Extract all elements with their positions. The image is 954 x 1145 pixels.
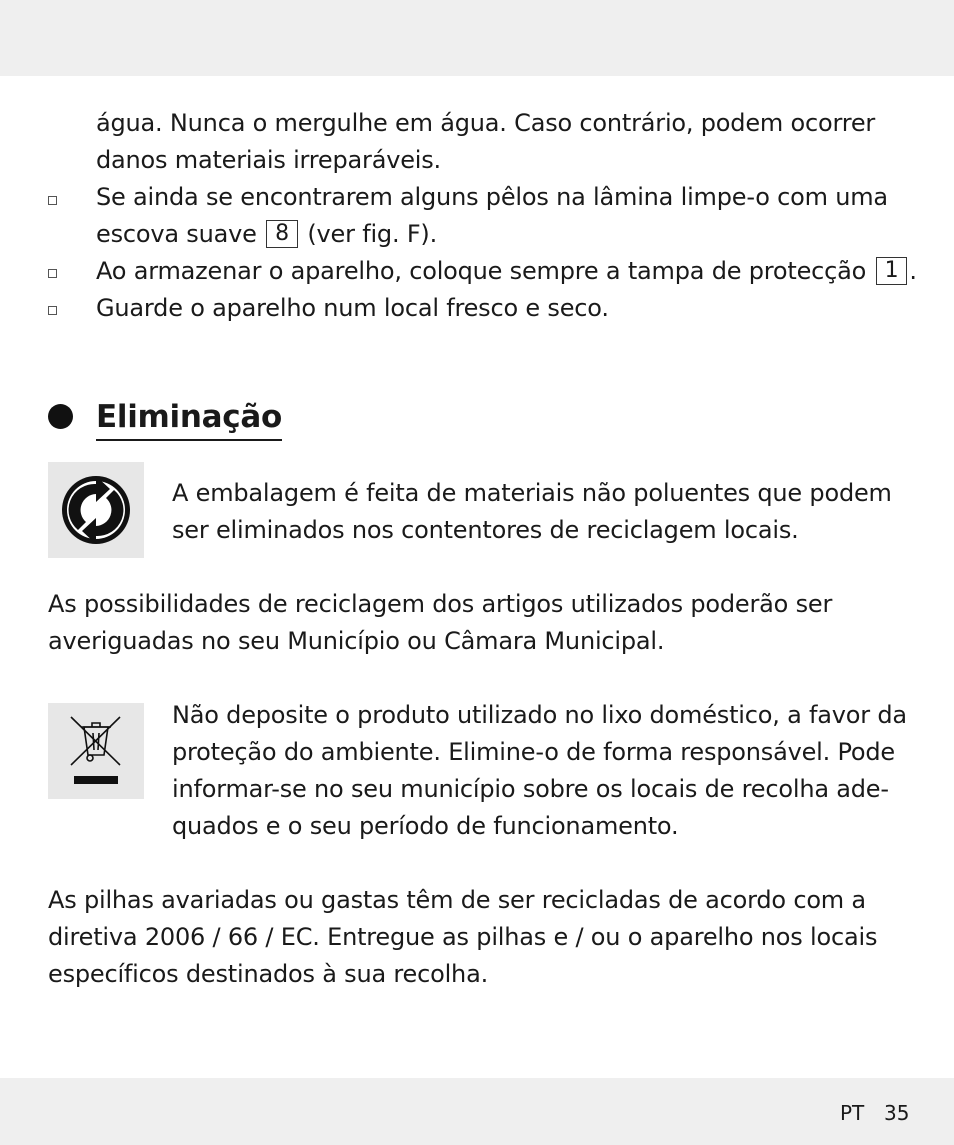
disposal-line-3: informar-se no seu município sobre os locais de recolha ade- xyxy=(172,775,889,803)
bullet-square-icon xyxy=(48,306,57,315)
disposal-line-2: proteção do ambiente. Elimine-o de forma responsável. Pode xyxy=(172,738,896,766)
footer-language: PT xyxy=(840,1101,865,1125)
bullet-1-line-2 xyxy=(96,216,437,253)
part-reference-8: 8 xyxy=(266,220,298,248)
footer-band xyxy=(0,1078,954,1145)
bullet-2-pre: Ao armazenar o aparelho, coloque sempre a tampa de protecção xyxy=(96,257,867,285)
batteries-line-2: diretiva 2006 / 66 / EC. Entregue as pilhas e / ou o aparelho nos locais xyxy=(48,923,878,951)
recycling-info-line-1: As possibilidades de reciclagem dos artigos utilizados poderão ser xyxy=(48,590,833,618)
crossed-out-wheelie-bin-icon xyxy=(48,703,144,799)
bullet-2-text xyxy=(96,253,917,290)
bullet-2-post: . xyxy=(909,257,917,285)
recycling-info-line-2: averiguadas no seu Município ou Câmara Municipal. xyxy=(48,627,665,655)
packaging-line-1: A embalagem é feita de materiais não poluentes que podem xyxy=(172,479,892,507)
packaging-line-2: ser eliminados nos contentores de reciclagem locais. xyxy=(172,516,799,544)
page-number: 35 xyxy=(884,1101,910,1125)
bullet-1-line-2-pre: escova suave xyxy=(96,220,257,248)
disposal-line-1: Não deposite o produto utilizado no lixo doméstico, a favor da xyxy=(172,701,907,729)
disposal-line-4: quados e o seu período de funcionamento. xyxy=(172,812,679,840)
section-title: Eliminação xyxy=(96,395,282,441)
continued-line-2: danos materiais irreparáveis. xyxy=(96,146,441,174)
bullet-square-icon xyxy=(48,269,57,278)
part-reference-1: 1 xyxy=(876,257,908,285)
section-bullet-icon xyxy=(48,404,73,429)
batteries-line-1: As pilhas avariadas ou gastas têm de ser recicladas de acordo com a xyxy=(48,886,866,914)
bullet-square-icon xyxy=(48,196,57,205)
bullet-1-line-2-post: (ver fig. F). xyxy=(307,220,438,248)
green-dot-recycling-icon xyxy=(48,462,144,558)
bullet-1-line-1: Se ainda se encontrarem alguns pêlos na lâmina limpe-o com uma xyxy=(96,183,888,211)
batteries-line-3: específicos destinados à sua recolha. xyxy=(48,960,488,988)
bullet-3-text: Guarde o aparelho num local fresco e seco. xyxy=(96,294,609,322)
continued-line-1: água. Nunca o mergulhe em água. Caso contrário, podem ocorrer xyxy=(96,109,876,137)
header-band xyxy=(0,0,954,76)
